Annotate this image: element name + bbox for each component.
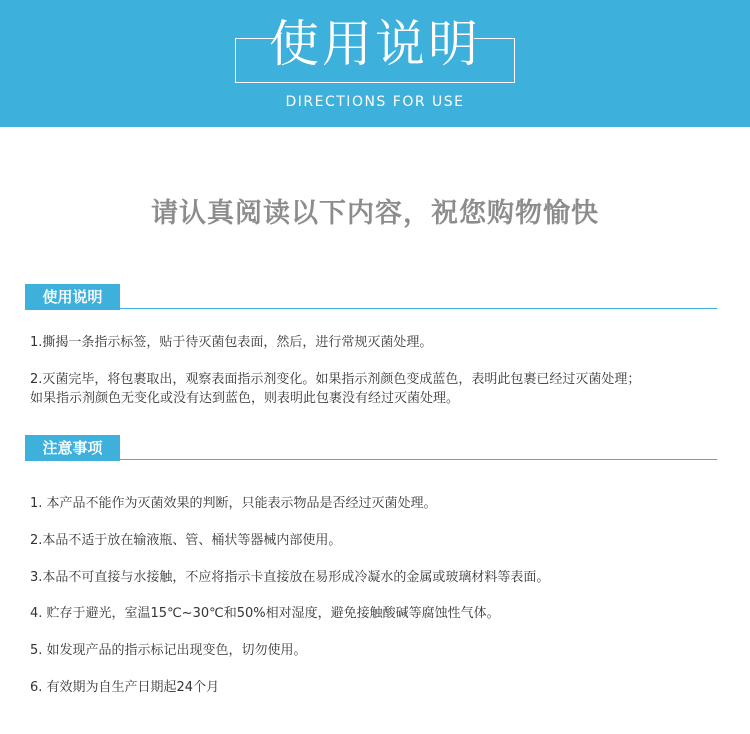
section-header-usage xyxy=(25,284,717,310)
section-label-usage: 使用说明 xyxy=(25,284,120,310)
notes-item-6: 6. 有效期为自生产日期起24个月 xyxy=(30,680,220,695)
section-divider xyxy=(25,308,717,309)
notes-item-4: 4. 贮存于避光，室温15℃~30℃和50%相对湿度，避免接触酸碱等腐蚀性气体。 xyxy=(30,606,500,621)
title-frame-bottom xyxy=(235,82,515,83)
header-banner xyxy=(0,0,750,127)
banner-subtitle: DIRECTIONS FOR USE xyxy=(285,94,465,110)
usage-item-1: 1.撕揭一条指示标签，贴于待灭菌包表面，然后，进行常规灭菌处理。 xyxy=(30,335,433,350)
section-header-notes xyxy=(25,435,717,461)
usage-item-2-continued: 如果指示剂颜色无变化或没有达到蓝色，则表明此包裹没有经过灭菌处理。 xyxy=(30,391,460,406)
notes-item-2: 2.本品不适于放在输液瓶、管、桶状等器械内部使用。 xyxy=(30,533,342,548)
section-label-notes: 注意事项 xyxy=(25,435,120,461)
section-divider xyxy=(25,459,717,460)
notes-item-3: 3.本品不可直接与水接触，不应将指示卡直接放在易形成冷凝水的金属或玻璃材料等表面。 xyxy=(30,570,550,585)
notes-item-5: 5. 如发现产品的指示标记出现变色，切勿使用。 xyxy=(30,643,307,658)
intro-text: 请认真阅读以下内容，祝您购物愉快 xyxy=(151,198,599,229)
banner-title: 使用说明 xyxy=(269,15,481,73)
usage-item-2: 2.灭菌完毕，将包裹取出，观察表面指示剂变化。如果指示剂颜色变成蓝色，表明此包裹已经过灭菌处理； xyxy=(30,372,641,387)
notes-item-1: 1. 本产品不能作为灭菌效果的判断，只能表示物品是否经过灭菌处理。 xyxy=(30,496,437,511)
